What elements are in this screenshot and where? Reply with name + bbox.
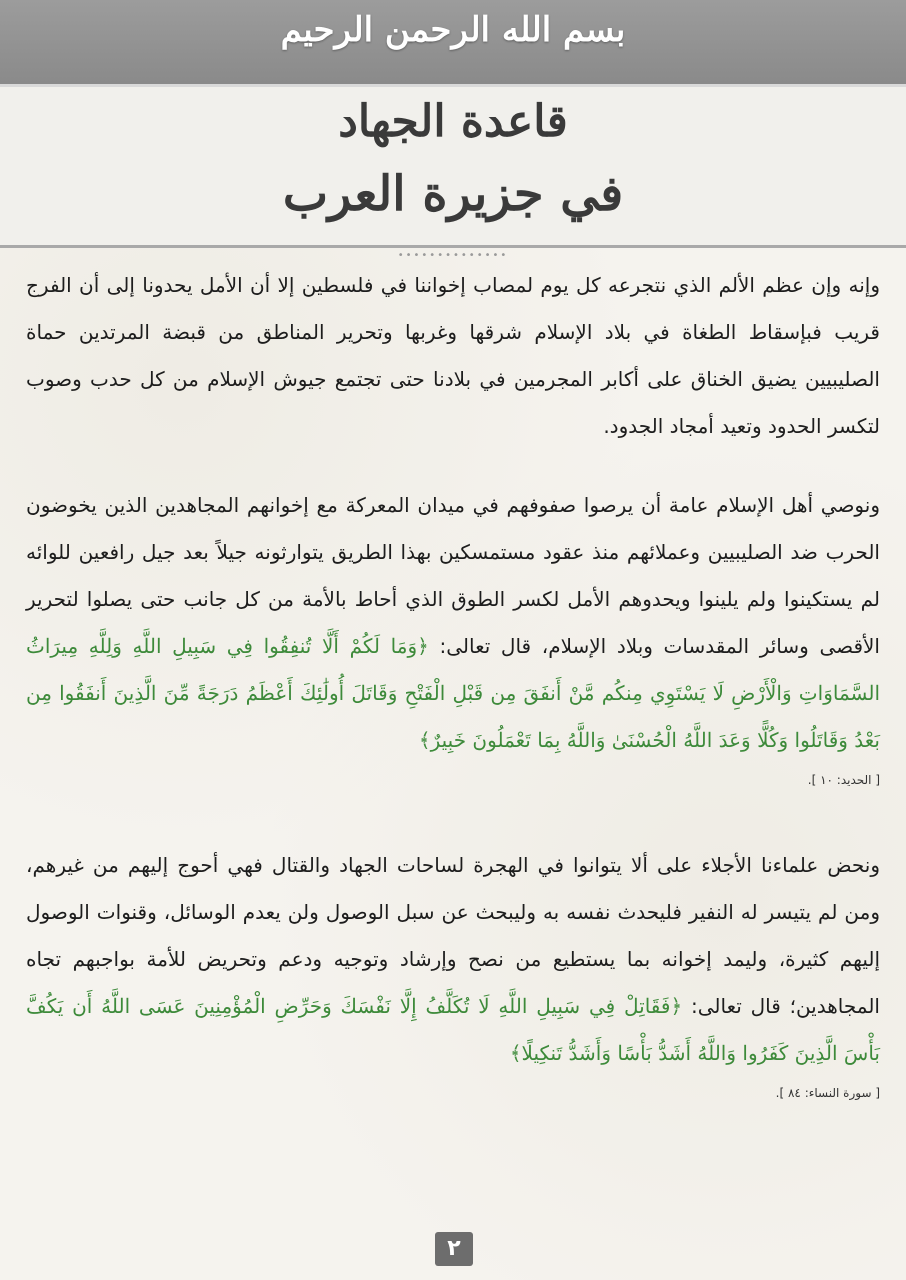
title-line-2: في جزيرة العرب: [282, 166, 624, 222]
article-body: [26, 262, 880, 1109]
basmala-calligraphy: بسم الله الرحمن الرحيم: [280, 10, 626, 50]
paragraph-2: [26, 482, 880, 764]
citation-1: [ الحديد: ١٠ ].: [807, 773, 880, 787]
page-number: ٢: [435, 1232, 473, 1266]
title-line-1: قاعدة الجهاد: [338, 96, 568, 147]
paragraph-3: [26, 842, 880, 1077]
header-divider: [0, 245, 906, 248]
paragraph-2-text: ونوصي أهل الإسلام عامة أن يرصوا صفوفهم في ميدان المعركة مع إخوانهم المجاهدين الذين يخوضون الحرب ضد الصليبيين وعملائهم منذ عقود مستمسكين بهذا الطريق يتوارثونه جيلاً بعد جيل رافعين للوائه لم يستكينوا ولم يلينوا ويحدوهم الأمل لكسر الطوق الذي أحاط بالأمة من كل جانب حتى يصلوا لتحرير الأقصى وسائر المقدسات وبلاد الإسلام، قال تعالى:: [26, 493, 880, 658]
paragraph-spacer: [26, 450, 880, 482]
paragraph-3-text: ونحض علماءنا الأجلاء على ألا يتوانوا في الهجرة لساحات الجهاد والقتال فهي أحوج إليهم من غيرهم، ومن لم يتيسر له النفير فليحدث نفسه به وليبحث عن سبل الوصول ولن يعدم الوسائل، وقنوات الوصول إليهم كثيرة، وليمد إخوانه بما يستطيع من نصح وإرشاد وتوجيه ودعم وتحريض للأمة بواجبهم تجاه المجاهدين؛ قال تعالى:: [26, 853, 880, 1018]
quran-verse-2: ﴿فَقَاتِلْ فِي سَبِيلِ اللَّهِ لَا تُكَلَّفُ إِلَّا نَفْسَكَ وَحَرِّضِ الْمُؤْمِنِينَ عَسَى اللَّهُ أَن يَكُفَّ بَأْسَ الَّذِينَ كَفَرُوا وَاللَّهُ أَشَدُّ بَأْسًا وَأَشَدُّ تَنكِيلًا﴾: [26, 994, 880, 1065]
paragraph-spacer: [26, 796, 880, 842]
divider-dots: ••••••••••••••: [397, 250, 509, 261]
citation-2: [ سورة النساء: ٨٤ ].: [775, 1086, 880, 1100]
paragraph-1: وإنه وإن عظم الألم الذي نتجرعه كل يوم لمصاب إخواننا في فلسطين إلا أن الأمل يحدونا إلى أن الفرج قريب فبإسقاط الطغاة في بلاد الإسلام شرقها وغربها وتحرير المناطق من قبضة المرتدين حماة الصليبيين يضيق الخناق على أكابر المجرمين في بلادنا حتى تجتمع جيوش الإسلام من كل حدب وصوب لتكسر الحدود وتعيد أمجاد الجدود.: [26, 273, 880, 438]
quran-verse-1: ﴿وَمَا لَكُمْ أَلَّا تُنفِقُوا فِي سَبِيلِ اللَّهِ وَلِلَّهِ مِيرَاثُ السَّمَاوَاتِ وَالْأَرْضِ لَا يَسْتَوِي مِنكُم مَّنْ أَنفَقَ مِن قَبْلِ الْفَتْحِ وَقَاتَلَ أُولَٰئِكَ أَعْظَمُ دَرَجَةً مِّنَ الَّذِينَ أَنفَقُوا مِن بَعْدُ وَقَاتَلُوا وَكُلًّا وَعَدَ اللَّهُ الْحُسْنَىٰ وَاللَّهُ بِمَا تَعْمَلُونَ خَبِيرٌ﴾: [26, 634, 880, 752]
